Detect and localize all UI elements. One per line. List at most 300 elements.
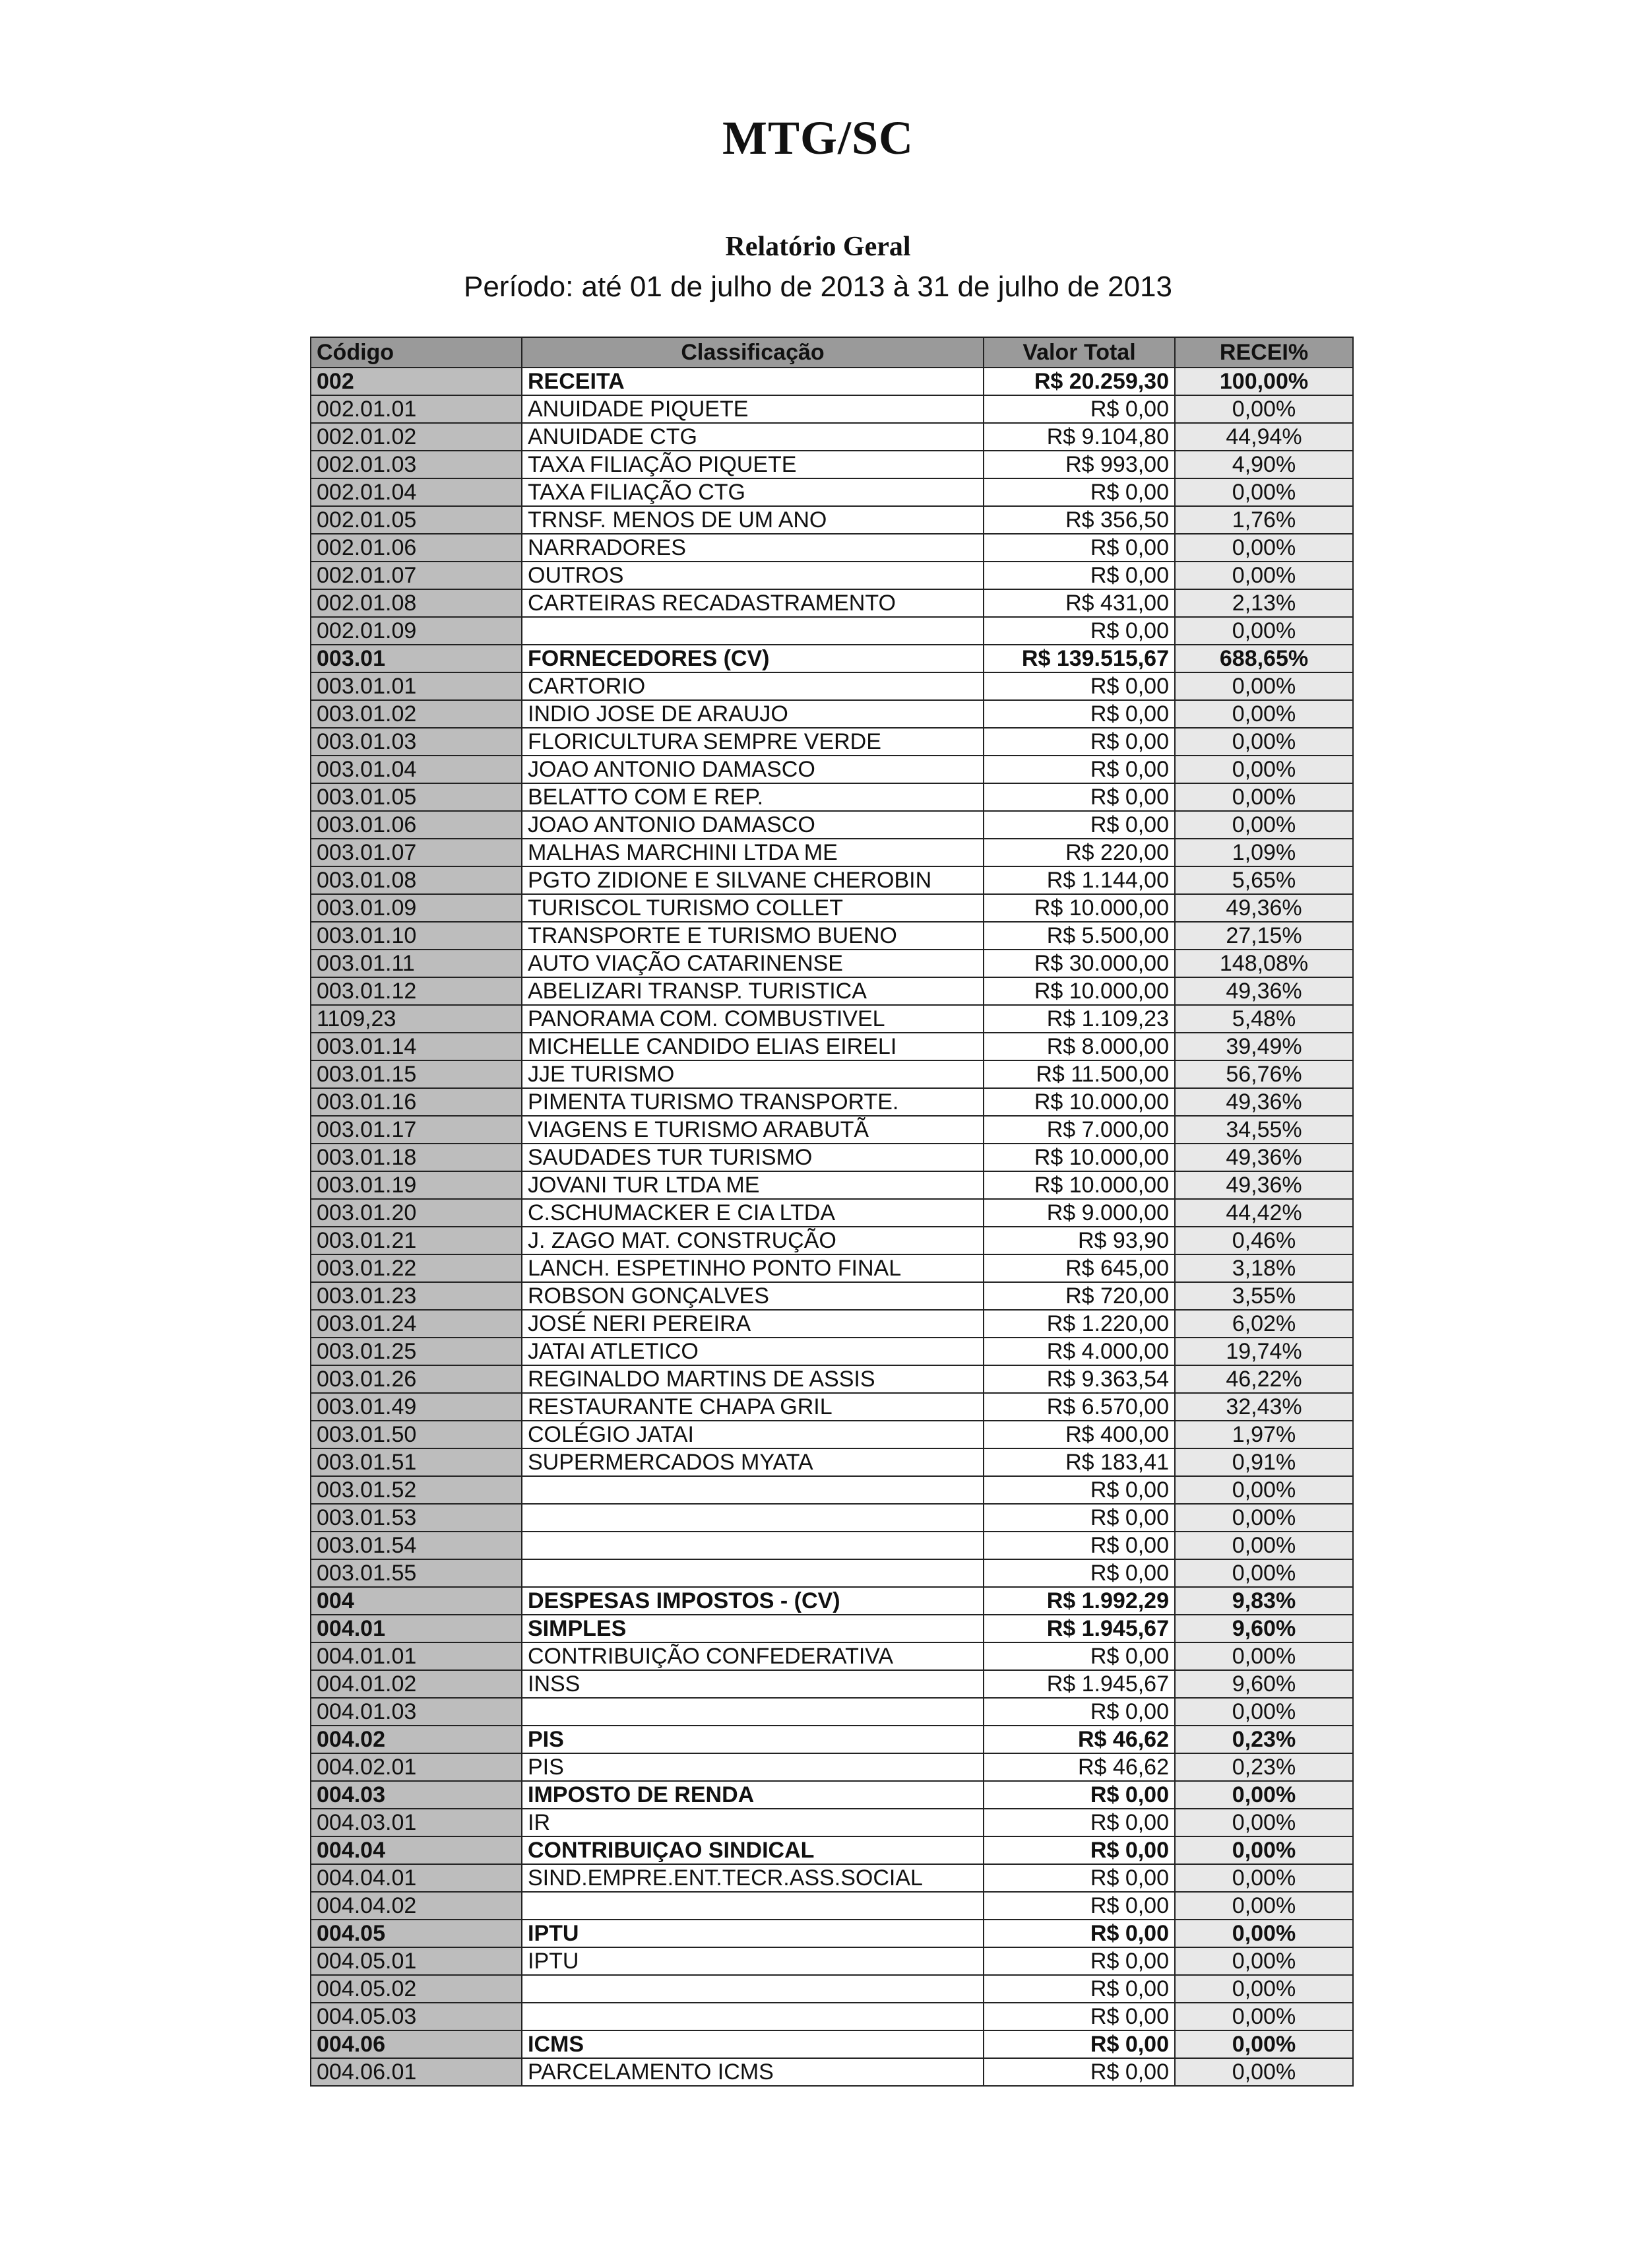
report-period: Período: até 01 de julho de 2013 à 31 de julho de 2013: [463, 271, 1172, 303]
row-total-value: R$ 0,00: [984, 1975, 1175, 2003]
row-total-value: R$ 0,00: [984, 700, 1175, 728]
row-code: 004.01.02: [311, 1670, 522, 1698]
table-row: [311, 1227, 1353, 1254]
row-percent: 100,00%: [1175, 368, 1353, 395]
row-classification: BELATTO COM E REP.: [522, 783, 984, 811]
table-row: [311, 1698, 1353, 1726]
row-total-value: R$ 1.220,00: [984, 1310, 1175, 1338]
row-total-value: R$ 6.570,00: [984, 1393, 1175, 1421]
row-classification: [522, 1892, 984, 1920]
row-percent: 34,55%: [1175, 1116, 1353, 1144]
table-row: [311, 894, 1353, 922]
row-total-value: R$ 1.144,00: [984, 866, 1175, 894]
column-header-classification: Classificação: [522, 337, 984, 368]
row-percent: 32,43%: [1175, 1393, 1353, 1421]
row-classification: SIMPLES: [522, 1615, 984, 1642]
row-code: 003.01.14: [311, 1033, 522, 1060]
row-classification: JOAO ANTONIO DAMASCO: [522, 811, 984, 839]
row-code: 003.01.49: [311, 1393, 522, 1421]
row-percent: 0,00%: [1175, 811, 1353, 839]
row-code: 002.01.02: [311, 423, 522, 451]
table-row: [311, 977, 1353, 1005]
row-code: 004.01.01: [311, 1642, 522, 1670]
table-row: [311, 672, 1353, 700]
row-total-value: R$ 1.945,67: [984, 1670, 1175, 1698]
row-percent: 0,00%: [1175, 1947, 1353, 1975]
row-total-value: R$ 10.000,00: [984, 1144, 1175, 1171]
table-row: [311, 1753, 1353, 1781]
row-classification: TURISCOL TURISMO COLLET: [522, 894, 984, 922]
table-row: [311, 1421, 1353, 1448]
row-total-value: R$ 0,00: [984, 2003, 1175, 2030]
row-total-value: R$ 0,00: [984, 1920, 1175, 1947]
row-percent: 44,94%: [1175, 423, 1353, 451]
row-percent: 0,46%: [1175, 1227, 1353, 1254]
row-percent: 0,00%: [1175, 1642, 1353, 1670]
row-total-value: R$ 0,00: [984, 1642, 1175, 1670]
table-row: [311, 1116, 1353, 1144]
row-code: 004.03: [311, 1781, 522, 1809]
row-total-value: R$ 8.000,00: [984, 1033, 1175, 1060]
table-row: [311, 1033, 1353, 1060]
row-classification: [522, 2003, 984, 2030]
row-percent: 0,00%: [1175, 2030, 1353, 2058]
row-total-value: R$ 139.515,67: [984, 645, 1175, 672]
table-row: [311, 1171, 1353, 1199]
row-percent: 5,48%: [1175, 1005, 1353, 1033]
row-classification: TAXA FILIAÇÃO CTG: [522, 478, 984, 506]
row-code: 003.01.55: [311, 1559, 522, 1587]
row-total-value: R$ 720,00: [984, 1282, 1175, 1310]
row-classification: [522, 1975, 984, 2003]
table-row: [311, 1670, 1353, 1698]
row-classification: LANCH. ESPETINHO PONTO FINAL: [522, 1254, 984, 1282]
row-classification: CARTORIO: [522, 672, 984, 700]
row-classification: ANUIDADE CTG: [522, 423, 984, 451]
row-total-value: R$ 1.992,29: [984, 1587, 1175, 1615]
row-percent: 3,55%: [1175, 1282, 1353, 1310]
table-row: [311, 783, 1353, 811]
row-percent: 0,00%: [1175, 1836, 1353, 1864]
row-code: 004.02: [311, 1726, 522, 1753]
row-code: 002.01.03: [311, 451, 522, 478]
table-row: [311, 1504, 1353, 1532]
row-percent: 0,00%: [1175, 1476, 1353, 1504]
row-code: 002.01.06: [311, 534, 522, 562]
row-classification: FLORICULTURA SEMPRE VERDE: [522, 728, 984, 756]
table-row: [311, 1975, 1353, 2003]
row-classification: MICHELLE CANDIDO ELIAS EIRELI: [522, 1033, 984, 1060]
row-code: 004.04: [311, 1836, 522, 1864]
row-code: 004.05.01: [311, 1947, 522, 1975]
row-total-value: R$ 0,00: [984, 395, 1175, 423]
row-code: 003.01.20: [311, 1199, 522, 1227]
row-total-value: R$ 0,00: [984, 1476, 1175, 1504]
row-percent: 49,36%: [1175, 894, 1353, 922]
row-percent: 56,76%: [1175, 1060, 1353, 1088]
table-row: [311, 1532, 1353, 1559]
column-header-code: Código: [311, 337, 522, 368]
row-classification: INSS: [522, 1670, 984, 1698]
row-classification: J. ZAGO MAT. CONSTRUÇÃO: [522, 1227, 984, 1254]
row-percent: 49,36%: [1175, 1144, 1353, 1171]
row-percent: 0,00%: [1175, 2003, 1353, 2030]
table-row: [311, 1781, 1353, 1809]
row-code: 004.05.02: [311, 1975, 522, 2003]
row-classification: ICMS: [522, 2030, 984, 2058]
row-percent: 0,00%: [1175, 728, 1353, 756]
row-classification: SAUDADES TUR TURISMO: [522, 1144, 984, 1171]
row-percent: 0,00%: [1175, 756, 1353, 783]
row-classification: CONTRIBUIÇÃO CONFEDERATIVA: [522, 1642, 984, 1670]
row-code: 002.01.05: [311, 506, 522, 534]
row-percent: 0,91%: [1175, 1448, 1353, 1476]
row-total-value: R$ 356,50: [984, 506, 1175, 534]
row-percent: 1,76%: [1175, 506, 1353, 534]
row-total-value: R$ 1.945,67: [984, 1615, 1175, 1642]
row-percent: 0,00%: [1175, 478, 1353, 506]
row-percent: 0,00%: [1175, 617, 1353, 645]
row-total-value: R$ 0,00: [984, 1532, 1175, 1559]
row-percent: 9,83%: [1175, 1587, 1353, 1615]
table-row: [311, 1005, 1353, 1033]
row-classification: REGINALDO MARTINS DE ASSIS: [522, 1365, 984, 1393]
table-row: [311, 617, 1353, 645]
table-row: [311, 866, 1353, 894]
table-row: [311, 1088, 1353, 1116]
row-classification: FORNECEDORES (CV): [522, 645, 984, 672]
row-code: 003.01.08: [311, 866, 522, 894]
table-row: [311, 1615, 1353, 1642]
row-total-value: R$ 93,90: [984, 1227, 1175, 1254]
row-percent: 0,00%: [1175, 534, 1353, 562]
row-percent: 39,49%: [1175, 1033, 1353, 1060]
row-total-value: R$ 0,00: [984, 783, 1175, 811]
row-code: 003.01.19: [311, 1171, 522, 1199]
row-code: 003.01.26: [311, 1365, 522, 1393]
row-code: 003.01.22: [311, 1254, 522, 1282]
row-total-value: R$ 0,00: [984, 1892, 1175, 1920]
row-code: 003.01.53: [311, 1504, 522, 1532]
report-subtitle: Relatório Geral: [725, 232, 911, 262]
row-percent: 49,36%: [1175, 977, 1353, 1005]
table-row: [311, 1726, 1353, 1753]
row-code: 003.01.17: [311, 1116, 522, 1144]
row-classification: TRANSPORTE E TURISMO BUENO: [522, 922, 984, 950]
row-total-value: R$ 9.000,00: [984, 1199, 1175, 1227]
table-row: [311, 1809, 1353, 1836]
row-code: 004.04.02: [311, 1892, 522, 1920]
row-code: 003.01.16: [311, 1088, 522, 1116]
row-total-value: R$ 10.000,00: [984, 1171, 1175, 1199]
row-classification: JOSÉ NERI PEREIRA: [522, 1310, 984, 1338]
row-classification: RESTAURANTE CHAPA GRIL: [522, 1393, 984, 1421]
row-total-value: R$ 5.500,00: [984, 922, 1175, 950]
row-code: 002.01.04: [311, 478, 522, 506]
row-percent: 0,00%: [1175, 2058, 1353, 2086]
row-percent: 6,02%: [1175, 1310, 1353, 1338]
row-percent: 0,00%: [1175, 1504, 1353, 1532]
row-percent: 9,60%: [1175, 1670, 1353, 1698]
row-classification: SIND.EMPRE.ENT.TECR.ASS.SOCIAL: [522, 1864, 984, 1892]
row-classification: [522, 1698, 984, 1726]
row-percent: 5,65%: [1175, 866, 1353, 894]
table-row: [311, 922, 1353, 950]
row-code: 003.01.02: [311, 700, 522, 728]
row-code: 003.01.15: [311, 1060, 522, 1088]
table-row: [311, 451, 1353, 478]
row-percent: 0,00%: [1175, 700, 1353, 728]
row-percent: 148,08%: [1175, 950, 1353, 977]
row-total-value: R$ 0,00: [984, 672, 1175, 700]
row-total-value: R$ 645,00: [984, 1254, 1175, 1282]
table-row: [311, 2030, 1353, 2058]
row-classification: IMPOSTO DE RENDA: [522, 1781, 984, 1809]
table-row: [311, 1448, 1353, 1476]
report-table: [310, 337, 1354, 2087]
row-code: 003.01.51: [311, 1448, 522, 1476]
row-percent: 27,15%: [1175, 922, 1353, 950]
row-total-value: R$ 0,00: [984, 1781, 1175, 1809]
table-row: [311, 1144, 1353, 1171]
row-classification: COLÉGIO JATAI: [522, 1421, 984, 1448]
row-classification: PANORAMA COM. COMBUSTIVEL: [522, 1005, 984, 1033]
row-classification: ABELIZARI TRANSP. TURISTICA: [522, 977, 984, 1005]
row-code: 003.01.07: [311, 839, 522, 866]
row-classification: PARCELAMENTO ICMS: [522, 2058, 984, 2086]
row-total-value: R$ 46,62: [984, 1753, 1175, 1781]
row-classification: [522, 617, 984, 645]
table-row: [311, 1587, 1353, 1615]
row-total-value: R$ 400,00: [984, 1421, 1175, 1448]
row-total-value: R$ 0,00: [984, 2030, 1175, 2058]
row-code: 002.01.09: [311, 617, 522, 645]
row-percent: 0,00%: [1175, 1559, 1353, 1587]
row-total-value: R$ 0,00: [984, 2058, 1175, 2086]
row-total-value: R$ 0,00: [984, 562, 1175, 589]
column-header-total: Valor Total: [984, 337, 1175, 368]
table-row: [311, 1254, 1353, 1282]
row-total-value: R$ 0,00: [984, 534, 1175, 562]
row-code: 003.01.09: [311, 894, 522, 922]
row-total-value: R$ 30.000,00: [984, 950, 1175, 977]
row-percent: 9,60%: [1175, 1615, 1353, 1642]
table-row: [311, 1393, 1353, 1421]
row-classification: ANUIDADE PIQUETE: [522, 395, 984, 423]
row-code: 003.01.25: [311, 1338, 522, 1365]
row-percent: 0,00%: [1175, 1864, 1353, 1892]
table-row: [311, 1338, 1353, 1365]
row-code: 003.01.24: [311, 1310, 522, 1338]
row-percent: 0,00%: [1175, 672, 1353, 700]
row-classification: [522, 1532, 984, 1559]
table-body: [311, 368, 1353, 2086]
row-classification: RECEITA: [522, 368, 984, 395]
row-percent: 0,00%: [1175, 1532, 1353, 1559]
table-row: [311, 950, 1353, 977]
column-header-percent: RECEI%: [1175, 337, 1353, 368]
row-code: 002.01.07: [311, 562, 522, 589]
table-row: [311, 756, 1353, 783]
row-total-value: R$ 0,00: [984, 1809, 1175, 1836]
row-classification: AUTO VIAÇÃO CATARINENSE: [522, 950, 984, 977]
row-total-value: R$ 0,00: [984, 478, 1175, 506]
row-code: 003.01.03: [311, 728, 522, 756]
table-row: [311, 1559, 1353, 1587]
table-row: [311, 1892, 1353, 1920]
table-row: [311, 1920, 1353, 1947]
row-total-value: R$ 7.000,00: [984, 1116, 1175, 1144]
row-total-value: R$ 0,00: [984, 1559, 1175, 1587]
row-code: 004.02.01: [311, 1753, 522, 1781]
row-percent: 1,97%: [1175, 1421, 1353, 1448]
row-code: 003.01.01: [311, 672, 522, 700]
table-row: [311, 1310, 1353, 1338]
row-total-value: R$ 0,00: [984, 756, 1175, 783]
table-row: [311, 395, 1353, 423]
row-classification: IPTU: [522, 1947, 984, 1975]
row-code: 002.01.01: [311, 395, 522, 423]
row-classification: NARRADORES: [522, 534, 984, 562]
table-row: [311, 2058, 1353, 2086]
table-row: [311, 839, 1353, 866]
row-total-value: R$ 183,41: [984, 1448, 1175, 1476]
row-classification: TRNSF. MENOS DE UM ANO: [522, 506, 984, 534]
row-total-value: R$ 993,00: [984, 451, 1175, 478]
row-classification: PGTO ZIDIONE E SILVANE CHEROBIN: [522, 866, 984, 894]
row-percent: 3,18%: [1175, 1254, 1353, 1282]
row-code: 004: [311, 1587, 522, 1615]
row-total-value: R$ 10.000,00: [984, 977, 1175, 1005]
row-code: 003.01: [311, 645, 522, 672]
table-row: [311, 2003, 1353, 2030]
row-percent: 0,23%: [1175, 1726, 1353, 1753]
row-percent: 2,13%: [1175, 589, 1353, 617]
row-percent: 0,00%: [1175, 783, 1353, 811]
row-percent: 46,22%: [1175, 1365, 1353, 1393]
table-row: [311, 478, 1353, 506]
row-classification: JOAO ANTONIO DAMASCO: [522, 756, 984, 783]
table-row: [311, 1864, 1353, 1892]
row-percent: 0,00%: [1175, 1892, 1353, 1920]
row-classification: IR: [522, 1809, 984, 1836]
row-total-value: R$ 0,00: [984, 728, 1175, 756]
row-code: 003.01.23: [311, 1282, 522, 1310]
row-classification: C.SCHUMACKER E CIA LTDA: [522, 1199, 984, 1227]
row-percent: 4,90%: [1175, 451, 1353, 478]
row-total-value: R$ 9.363,54: [984, 1365, 1175, 1393]
table-row: [311, 1199, 1353, 1227]
row-percent: 19,74%: [1175, 1338, 1353, 1365]
row-code: 004.06.01: [311, 2058, 522, 2086]
table-row: [311, 534, 1353, 562]
row-classification: IPTU: [522, 1920, 984, 1947]
row-code: 003.01.21: [311, 1227, 522, 1254]
row-total-value: R$ 0,00: [984, 1864, 1175, 1892]
table-row: [311, 1642, 1353, 1670]
row-percent: 0,00%: [1175, 1698, 1353, 1726]
row-total-value: R$ 10.000,00: [984, 1088, 1175, 1116]
row-code: 004.01: [311, 1615, 522, 1642]
row-total-value: R$ 10.000,00: [984, 894, 1175, 922]
row-total-value: R$ 0,00: [984, 617, 1175, 645]
row-code: 004.05.03: [311, 2003, 522, 2030]
row-classification: SUPERMERCADOS MYATA: [522, 1448, 984, 1476]
table-header-row: [311, 337, 1353, 368]
table-row: [311, 700, 1353, 728]
row-code: 003.01.12: [311, 977, 522, 1005]
row-total-value: R$ 220,00: [984, 839, 1175, 866]
row-classification: JATAI ATLETICO: [522, 1338, 984, 1365]
row-percent: 0,00%: [1175, 1920, 1353, 1947]
row-classification: TAXA FILIAÇÃO PIQUETE: [522, 451, 984, 478]
row-code: 003.01.54: [311, 1532, 522, 1559]
row-classification: CONTRIBUIÇAO SINDICAL: [522, 1836, 984, 1864]
row-code: 004.01.03: [311, 1698, 522, 1726]
row-classification: JJE TURISMO: [522, 1060, 984, 1088]
row-classification: PIS: [522, 1726, 984, 1753]
row-classification: MALHAS MARCHINI LTDA ME: [522, 839, 984, 866]
row-percent: 0,00%: [1175, 1975, 1353, 2003]
table-row: [311, 811, 1353, 839]
table-row: [311, 1060, 1353, 1088]
row-classification: [522, 1504, 984, 1532]
table-row: [311, 506, 1353, 534]
table-row: [311, 1282, 1353, 1310]
row-total-value: R$ 0,00: [984, 1504, 1175, 1532]
table-row: [311, 562, 1353, 589]
row-percent: 1,09%: [1175, 839, 1353, 866]
table-row: [311, 368, 1353, 395]
row-total-value: R$ 46,62: [984, 1726, 1175, 1753]
row-classification: ROBSON GONÇALVES: [522, 1282, 984, 1310]
row-total-value: R$ 431,00: [984, 589, 1175, 617]
row-classification: [522, 1559, 984, 1587]
row-code: 002.01.08: [311, 589, 522, 617]
row-classification: [522, 1476, 984, 1504]
table-row: [311, 1476, 1353, 1504]
table-row: [311, 728, 1353, 756]
row-percent: 0,00%: [1175, 1781, 1353, 1809]
row-code: 004.05: [311, 1920, 522, 1947]
row-classification: PIMENTA TURISMO TRANSPORTE.: [522, 1088, 984, 1116]
row-percent: 0,00%: [1175, 395, 1353, 423]
row-code: 003.01.18: [311, 1144, 522, 1171]
row-total-value: R$ 0,00: [984, 1947, 1175, 1975]
row-percent: 49,36%: [1175, 1088, 1353, 1116]
table-row: [311, 589, 1353, 617]
row-classification: OUTROS: [522, 562, 984, 589]
row-percent: 49,36%: [1175, 1171, 1353, 1199]
table-row: [311, 1947, 1353, 1975]
row-code: 003.01.11: [311, 950, 522, 977]
row-total-value: R$ 11.500,00: [984, 1060, 1175, 1088]
row-total-value: R$ 9.104,80: [984, 423, 1175, 451]
row-total-value: R$ 0,00: [984, 811, 1175, 839]
table-row: [311, 1365, 1353, 1393]
row-code: 004.06: [311, 2030, 522, 2058]
row-total-value: R$ 0,00: [984, 1698, 1175, 1726]
row-classification: VIAGENS E TURISMO ARABUTÃ: [522, 1116, 984, 1144]
row-percent: 0,00%: [1175, 1809, 1353, 1836]
row-percent: 0,00%: [1175, 562, 1353, 589]
row-code: 003.01.06: [311, 811, 522, 839]
row-total-value: R$ 1.109,23: [984, 1005, 1175, 1033]
row-percent: 44,42%: [1175, 1199, 1353, 1227]
row-total-value: R$ 20.259,30: [984, 368, 1175, 395]
row-code: 1109,23: [311, 1005, 522, 1033]
row-code: 004.04.01: [311, 1864, 522, 1892]
